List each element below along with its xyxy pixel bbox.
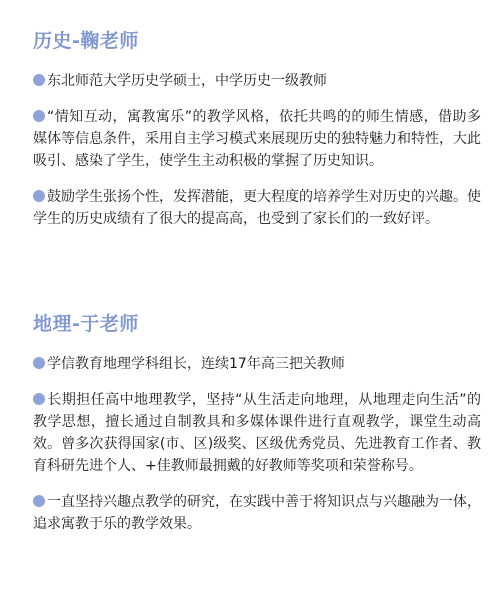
bullet-dot-icon — [33, 74, 45, 86]
history-item-3-text: 鼓励学生张扬个性，发挥潜能，更大程度的培养学生对历史的兴趣。使学生的历史成绩有了很大的提高高，也受到了家长们的一致好评。 — [33, 189, 481, 227]
bullet-dot-icon — [33, 495, 45, 507]
history-item-3 — [33, 186, 481, 230]
geography-item-2-text: 长期担任高中地理教学，坚持“从生活走向地理，从地理走向生活”的教学思想，擅长通过自制教具和多媒体课件进行直观教学，课堂生动高效。曾多次获得国家(市、区)级奖、区级优秀党员、先进教育工作者、教育科研先进个人、+佳教师最拥戴的好教师等奖项和荣誉称号。 — [33, 392, 481, 474]
geography-item-3-text: 一直坚持兴趣点教学的研究，在实践中善于将知识点与兴趣融为一体，追求寓教于乐的教学效果。 — [33, 494, 481, 532]
history-item-1-text: 东北师范大学历史学硕士，中学历史一级教师 — [47, 73, 327, 89]
history-item-1 — [33, 70, 481, 92]
geography-section — [33, 311, 481, 549]
history-item-2 — [33, 106, 481, 172]
geography-item-1 — [33, 353, 481, 375]
history-section — [33, 28, 481, 244]
geography-item-3 — [33, 491, 481, 535]
bullet-dot-icon — [33, 357, 45, 369]
bullet-dot-icon — [33, 110, 45, 122]
geography-item-1-text: 学信教育地理学科组长，连续17年高三把关教师 — [47, 356, 345, 372]
bullet-dot-icon — [33, 393, 45, 405]
bullet-dot-icon — [33, 190, 45, 202]
geography-item-2 — [33, 389, 481, 477]
geography-heading: 地理-于老师 — [33, 313, 139, 335]
history-heading: 历史-鞠老师 — [33, 30, 139, 52]
history-item-2-text: “情知互动，寓教寓乐”的教学风格，依托共鸣的的师生情感，借助多媒体等信息条件，采用自主学习模式来展现历史的独特魅力和特性，大此吸引、感染了学生，使学生主动积极的掌握了历史知识。 — [33, 109, 481, 169]
